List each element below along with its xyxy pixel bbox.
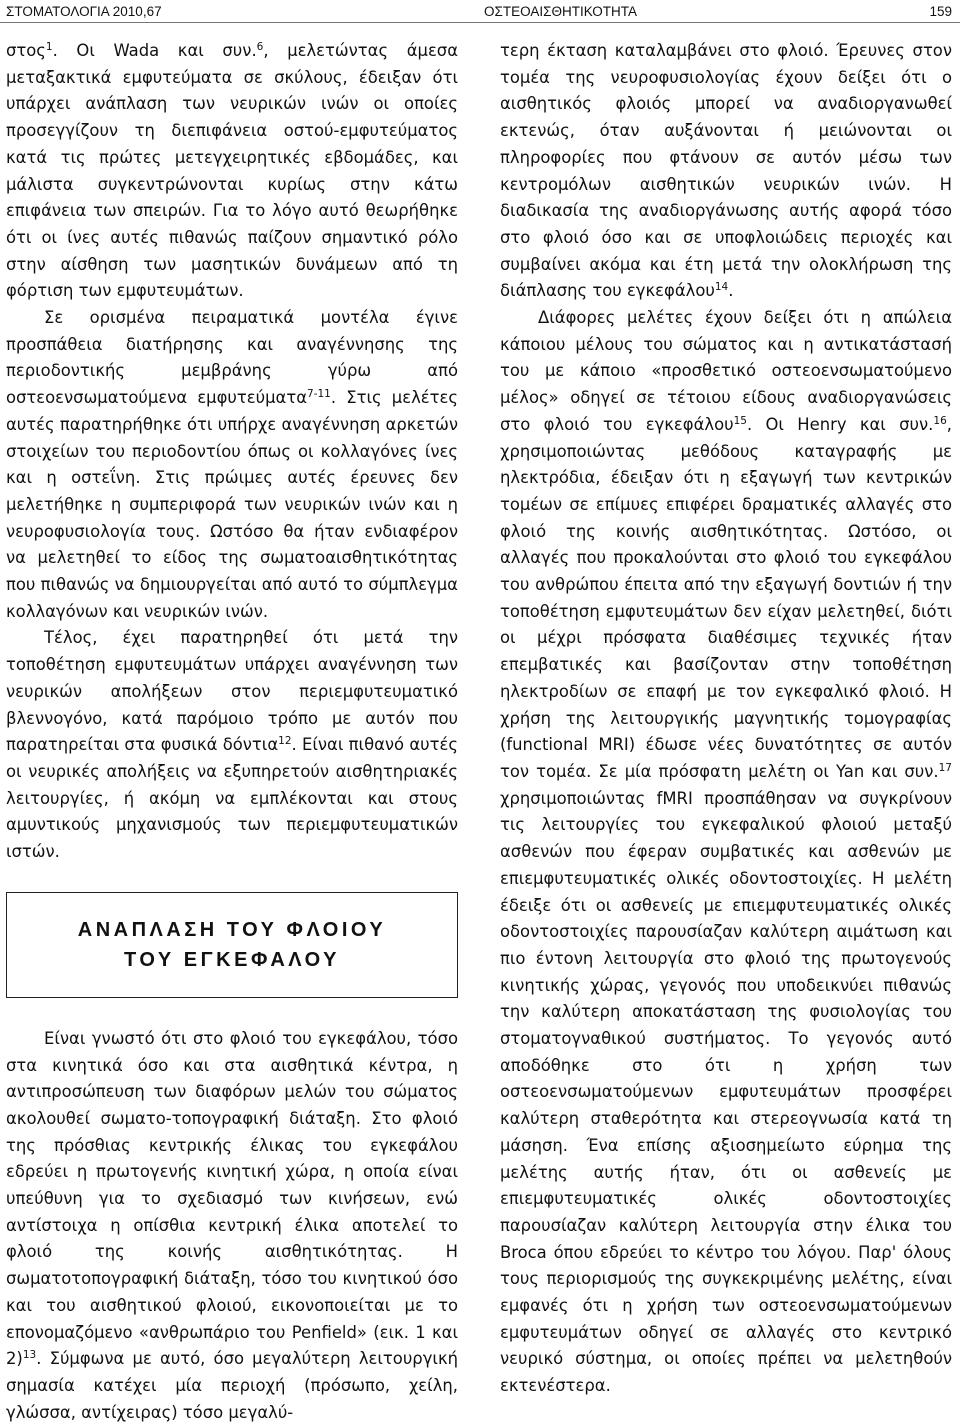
- citation: 16: [933, 414, 947, 427]
- section-heading-box: [6, 892, 458, 998]
- paragraph: Είναι γνωστό ότι στο φλοιό του εγκεφάλου, τόσο στα κινητικά όσο και στα αισθητικά κέντρα, η αντιπροσώπευση των διαφόρων μελών του σώματος ακολουθεί σωματο-τοπογραφική διάταξη. Στο φλοιό της πρόσθιας κεντρικής έλικας του εγκεφάλου εδρεύει η πρωτογενής κινητική χώρα, η οποία είναι υπεύθυνη για το σχεδιασμό των κινήσεων, ενώ αντίστοιχα η οπίσθια κεντρική έλικα αποτελεί το φλοιό της κοινής αισθητικότητας. Η σωματοτοπογραφική διάταξη, τόσο του κινητικού όσο και του αισθητικού φλοιού, εικονοποιείται με το επονομαζόμενο «ανθρωπάριο του Penfield» (εικ. 1 και 2)$^{13}$. Σύμφωνα με αυτό, όσο μεγαλύτερη λειτουργική σημασία κατέχει μία περιοχή (πρόσωπο, χείλη, γλώσσα, αντίχειρας) τόσο μεγαλύ-: [6, 1028, 458, 1422]
- citation: 13: [22, 1349, 37, 1362]
- journal-name: ΣΤΟΜΑΤΟΛΟΓΙΑ 2010,67: [6, 4, 162, 19]
- article-topic: ΟΣΤΕΟΑΙΣΘΗΤΙΚΟΤΗΤΑ: [484, 4, 638, 19]
- header-rule: [0, 22, 960, 23]
- citation: 17: [938, 761, 952, 774]
- right-column: [500, 38, 952, 1400]
- paragraph: Τέλος, έχει παρατηρηθεί ότι μετά την τοποθέτηση εμφυτευμάτων υπάρχει αναγέννηση των νευρικών απολήξεων στον περιεμφυτευματικό βλεννογόνο, κατά παρόμοιο τρόπο με αυτόν που παρατηρείται στα φυσικά δόντια$^{12}$. Είναι πιθανό αυτές οι νευρικές απολήξεις να εξυπηρετούν αισθητηριακές λειτουργίες, ή ακόμη να εμπλέκονται και στους αμυντικούς μηχανισμούς των περιεμφυτευματικών ιστών.: [6, 628, 458, 862]
- paragraph: στος$^1$. Οι Wada και συν.$^6$, μελετώντας άμεσα μεταξακτικά εμφυτεύματα σε σκύλους, έδειξαν ότι υπάρχει ανάπλαση των νευρικών ινών οι οποίες προσεγγίζουν τη διεπιφάνεια οστού-εμφυτεύματος κατά τις πρώτες μετεγχειρητικές εβδομάδες, και μάλιστα συγκεντρώνονται κυρίως στην κάτω επιφάνεια των σπειρών. Για το λόγο αυτό θεωρήθηκε ότι οι ίνες αυτές πιθανώς παίζουν σημαντικό ρόλο στην αίσθηση των μασητικών δυνάμεων από τη φόρτιση των εμφυτευμάτων.: [6, 41, 458, 301]
- running-header: [0, 0, 960, 30]
- citation: 12: [278, 735, 292, 748]
- page-number: 159: [929, 4, 952, 19]
- citation: 15: [733, 414, 747, 427]
- section-title-line-2: ΤΟΥ ΕΓΚΕΦΑΛΟΥ: [124, 948, 340, 971]
- citation: 7-11: [307, 388, 331, 401]
- citation: 6: [256, 41, 264, 53]
- citation: 1: [45, 41, 53, 53]
- paragraph: Διάφορες μελέτες έχουν δείξει ότι η απώλεια κάποιου μέλους του σώματος και η αντικατάστασή του με κάποιο «προσθετικό οστεοενσωματούμενο μέλος» οδηγεί σε τέτοιου είδους αναδιοργανώσεις στο φλοιό του εγκεφάλου$^{15}$. Οι Henry και συν.$^{16}$, χρησιμοποιώντας μεθόδους καταγραφής με ηλεκτρόδια, έδειξαν ότι η εξαγωγή των κεντρικών τομέων σε επίμυες επιφέρει δραματικές αλλαγές στο φλοιό της κοινής αισθητικότητας. Ωστόσο, οι αλλαγές που προκαλούνται στο φλοιό του εγκεφάλου του ανθρώπου έπειτα από την εξαγωγή δοντιών ή την τοποθέτηση εμφυτευμάτων δεν είχαν μελετηθεί, διότι οι μέχρι πρόσφατα διαθέσιμες τεχνικές ήταν επεμβατικές και βασίζονταν στην τοποθέτηση ηλεκτροδίων σε επαφή με τον εγκεφαλικό φλοιό. Η χρήση της λειτουργικής μαγνητικής τομογραφίας (functional MRI) έδωσε νέες δυνατότητες σε αυτόν τον τομέα. Σε μία πρόσφατη μελέτη οι Yan και συν.$^{17}$ χρησιμοποιώντας fMRI προσπάθησαν να συγκρίνουν τις λειτουργίες του εγκεφαλικού φλοιού μεταξύ ασθενών που έφεραν συμβατικές και ασθενών με επιεμφυτευματικές ολικές οδοντοστοιχίες. Η μελέτη έδειξε ότι οι ασθενείς με επιεμφυτευματικές ολικές οδοντοστοιχίες παρουσίαζαν καλύτερη αιμάτωση και πιο έντονη λειτουργία στο φλοιό της πρωτογενούς κινητικής χώρας, γεγονός που υποδεικνύει πιθανώς την καλύτερη αποκατάσταση της φυσιολογίας του στοματογναθικού συστήματος. Το γεγονός αυτό αποδόθηκε στο ότι η χρήση των οστεοενσωματούμενων εμφυτευμάτων προσφέρει καλύτερη σταθερότητα και στερεογνωσία κατά τη μάσηση. Ένα επίσης αξιοσημείωτο εύρημα της μελέτης αυτής ήταν, ότι οι ασθενείς με επιεμφυτευματικές ολικές οδοντοστοιχίες παρουσίαζαν καλύτερη λειτουργία στην έλικα του Broca όπου εδρεύει το κέντρο του λόγου. Παρ' όλους τους περιορισμούς της συγκεκριμένης μελέτης, είναι εμφανές ότι η χρήση των οστεοενσωματούμενων εμφυτευμάτων οδηγεί σε αλλαγές στο κεντρικό νευρικό σύστημα, οι οποίες πρέπει να μελετηθούν εκτενέστερα.: [500, 308, 952, 1396]
- paragraph: Σε ορισμένα πειραματικά μοντέλα έγινε προσπάθεια διατήρησης και αναγέννησης της περιοδοντικής μεμβράνης γύρω από οστεοενσωματούμενα εμφυτεύματα$^{7-11}$. Στις μελέτες αυτές παρατηρήθηκε ότι υπήρχε αναγέννηση αρκετών στοιχείων του περιοδοντίου όπως οι κολλαγόνες ίνες και η οστεΐνη. Στις πρώιμες αυτές έρευνες δεν μελετήθηκε η συμπεριφορά των νευρικών ινών και η νευροφυσιολογία τους. Ωστόσο θα ήταν ενδιαφέρον να μελετηθεί το είδος της σωματοαισθητικότητας που πιθανώς να δημιουργείται από αυτό το σύμπλεγμα κολλαγόνων και νευρικών ινών.: [6, 308, 458, 621]
- paragraph: τερη έκταση καταλαμβάνει στο φλοιό. Έρευνες στον τομέα της νευροφυσιολογίας έχουν δείξει ότι ο αισθητικός φλοιός μπορεί να αναδιοργανωθεί εκτενώς, όταν αυξάνονται ή μειώνονται οι πληροφορίες που φτάνουν σε αυτόν μέσω των κεντρομόλων αισθητικών νευρικών ινών. Η διαδικασία της αναδιοργάνωσης αυτής αφορά τόσο στο φλοιό όσο και σε υποφλοιώδεις περιοχές και συμβαίνει ακόμα και έτη μετά την ολοκλήρωση της διάπλασης του εγκεφάλου$^{14}$.: [500, 41, 952, 301]
- left-column: [6, 38, 458, 1426]
- section-title-line-1: ΑΝΑΠΛΑΣΗ ΤΟΥ ΦΛΟΙΟΥ: [77, 918, 387, 941]
- citation: 14: [714, 281, 729, 294]
